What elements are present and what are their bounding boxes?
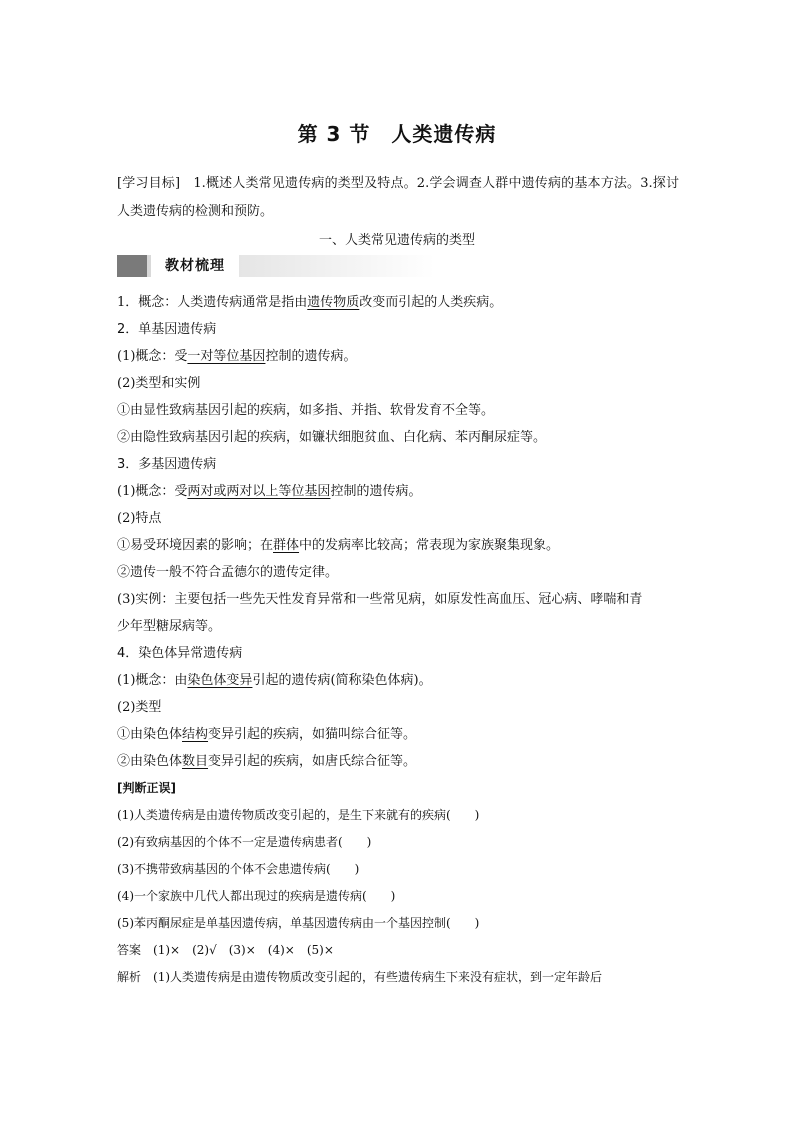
banner-label: 教材梳理 xyxy=(151,255,239,277)
section-banner xyxy=(117,255,435,277)
underlined-term: 数目 xyxy=(182,754,209,769)
text-segment: 变异引起的疾病，如唐氏综合征等。 xyxy=(208,754,417,769)
text-segment: 改变而引起的人类疾病。 xyxy=(359,295,503,310)
text-segment: (1)概念：由 xyxy=(117,673,188,688)
underlined-term: 遗传物质 xyxy=(307,295,360,310)
underlined-term: 群体 xyxy=(273,538,300,553)
single-gene-concept xyxy=(117,343,679,370)
text-segment: 中的发病率比较高；常表现为家族聚集现象。 xyxy=(299,538,560,553)
analysis-text: (1)人类遗传病是由遗传物质改变引起的，有些遗传病生下来没有症状，到一定年龄后 xyxy=(141,970,603,984)
content-body xyxy=(117,289,679,991)
dominant-example: ①由显性致病基因引起的疾病，如多指、并指、软骨发育不全等。 xyxy=(117,403,495,418)
number-example xyxy=(117,748,679,775)
judge-question-1: (1)人类遗传病是由遗传物质改变引起的，是生下来就有的疾病( ) xyxy=(117,808,480,822)
single-gene-types: (2)类型和实例 xyxy=(117,376,201,391)
answer-label: 答案 xyxy=(117,943,142,957)
recessive-example: ②由隐性致病基因引起的疾病，如镰状细胞贫血、白化病、苯丙酮尿症等。 xyxy=(117,430,547,445)
underlined-term: 结构 xyxy=(182,727,209,742)
text-segment: (1)概念：受 xyxy=(117,349,188,364)
text-segment: 引起的遗传病(简称染色体病)。 xyxy=(252,673,432,688)
judge-question-3: (3)不携带致病基因的个体不会患遗传病( ) xyxy=(117,862,360,876)
text-segment: 控制的遗传病。 xyxy=(265,349,357,364)
heading-chromosome: 4．染色体异常遗传病 xyxy=(117,646,243,661)
structure-example xyxy=(117,721,679,748)
text-segment: ①易受环境因素的影响；在 xyxy=(117,538,274,553)
text-segment: 控制的遗传病。 xyxy=(330,484,422,499)
page-title: 第 3 节 人类遗传病 xyxy=(297,122,497,146)
answer-text: (1)× (2)√ (3)× (4)× (5)× xyxy=(141,943,334,957)
chromosome-types: (2)类型 xyxy=(117,700,162,715)
concept-line xyxy=(117,289,679,316)
text-segment: ②由染色体 xyxy=(117,754,183,769)
heading-multi-gene: 3．多基因遗传病 xyxy=(117,457,217,472)
judge-question-2: (2)有致病基因的个体不一定是遗传病患者( ) xyxy=(117,835,372,849)
text-segment: (1)概念：受 xyxy=(117,484,188,499)
text-segment: 1．概念：人类遗传病通常是指由 xyxy=(117,295,308,310)
feature-two: ②遗传一般不符合孟德尔的遗传定律。 xyxy=(117,565,339,580)
text-segment: ①由染色体 xyxy=(117,727,183,742)
text-segment: 变异引起的疾病，如猫叫综合征等。 xyxy=(208,727,417,742)
answer-line xyxy=(117,937,679,964)
judge-question-4: (4)一个家族中几代人都出现过的疾病是遗传病( ) xyxy=(117,889,396,903)
analysis-line xyxy=(117,964,679,991)
analysis-label: 解析 xyxy=(117,970,142,984)
feature-one xyxy=(117,532,679,559)
learning-goals-text: 1.概述人类常见遗传病的类型及特点。2.学会调查人群中遗传病的基本方法。3.探讨人类遗传病的检测和预防。 xyxy=(117,176,679,219)
heading-single-gene: 2．单基因遗传病 xyxy=(117,322,217,337)
multi-gene-features: (2)特点 xyxy=(117,511,162,526)
underlined-term: 染色体变异 xyxy=(187,673,253,688)
banner-dark-block xyxy=(117,255,147,277)
underlined-term: 两对或两对以上等位基因 xyxy=(187,484,331,499)
judge-question-5: (5)苯丙酮尿症是单基因遗传病，单基因遗传病由一个基因控制( ) xyxy=(117,916,480,930)
learning-goals xyxy=(117,170,679,226)
multi-gene-examples-cont: 少年型糖尿病等。 xyxy=(117,619,222,634)
underlined-term: 一对等位基因 xyxy=(187,349,266,364)
multi-gene-examples: (3)实例：主要包括一些先天性发育异常和一些常见病，如原发性高血压、冠心病、哮喘和青 xyxy=(117,592,643,607)
multi-gene-concept xyxy=(117,478,679,505)
section-heading: 一、人类常见遗传病的类型 xyxy=(318,233,475,248)
chromosome-concept xyxy=(117,667,679,694)
learning-goals-label: [学习目标] xyxy=(117,176,181,191)
judge-label: [判断正误] xyxy=(117,781,176,795)
